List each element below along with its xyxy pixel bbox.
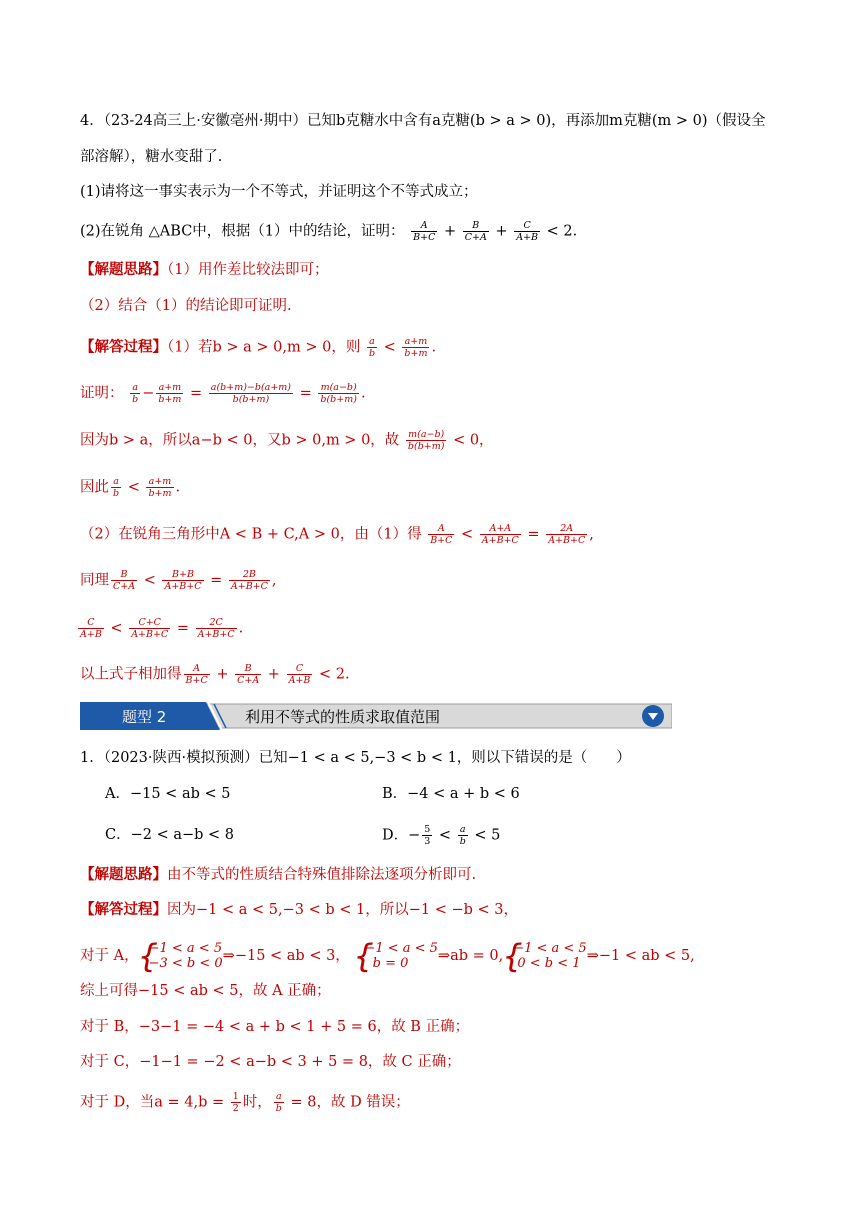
case-a-result-1: ⇒−15 < ab < 3， bbox=[222, 948, 350, 964]
frac-a-over-bc-3: $\frac{A}{B+C}$ bbox=[185, 663, 208, 686]
q4-proof-line: 证明： $\frac{a}{b}$ − $\frac{a+m}{b+m}$ = $\frac{a(b+m)-b(a+m)}{b(b+m)}$ = $\frac{m(a-b)}{b(b+m)}$ . bbox=[80, 382, 366, 405]
frac-a-b-2: $\frac{a}{b}$ bbox=[132, 382, 139, 405]
q1-solution-label: 【解答过程】 bbox=[80, 901, 167, 918]
solution-label: 【解答过程】 bbox=[80, 338, 167, 356]
q4-similarly-line: 同理 $\frac{B}{C+A}$ < $\frac{B+B}{A+B+C}$ = $\frac{2B}{A+B+C}$ , bbox=[80, 569, 277, 592]
q4-hence-line: 因此 $\frac{a}{b}$ < $\frac{a+m}{b+m}$ . bbox=[80, 476, 181, 499]
frac-a-over-bc-2: $\frac{A}{B+C}$ bbox=[430, 523, 453, 546]
q4-hint-line2: （2）结合（1）的结论即可证明. bbox=[80, 298, 292, 314]
frac-bb-sum: $\frac{B+B}{A+B+C}$ bbox=[164, 569, 202, 592]
because-tail: < 0， bbox=[453, 432, 494, 449]
case-a-label: 对于 A， bbox=[80, 948, 139, 964]
frac-am-bm: $\frac{a+m}{b+m}$ bbox=[404, 336, 428, 359]
q4-part2-solution: （2）在锐角三角形中A < B + C,A > 0，由（1）得 $\frac{A}{B+C}$ < $\frac{A+A}{A+B+C}$ = $\frac{2A}{A+B+C}$ , bbox=[80, 523, 594, 546]
frac-simplified: $\frac{m(a-b)}{b(b+m)}$ bbox=[320, 382, 357, 405]
frac-b-over-ca-3: $\frac{B}{C+A}$ bbox=[237, 663, 260, 686]
q1-case-c: 对于 C，−1−1 = −2 < a−b < 3 + 5 = 8，故 C 正确； bbox=[80, 1054, 461, 1070]
section-tag: 题型 2 bbox=[122, 708, 167, 726]
q4-hint-line1 bbox=[80, 259, 328, 281]
q1-case-d bbox=[80, 1091, 410, 1114]
frac-1-2: $\frac{1}{2}$ bbox=[232, 1091, 239, 1114]
q4-part2-tail: < 2. bbox=[546, 223, 578, 240]
system-2: { −1 < a < 5 b = 0 bbox=[354, 941, 438, 971]
section-banner bbox=[80, 702, 672, 730]
q1-hint bbox=[80, 864, 476, 886]
q4-part1: (1)请将这一事实表示为一个不等式，并证明这个不等式成立； bbox=[80, 184, 478, 200]
case-a-result-3: ⇒−1 < ab < 5, bbox=[586, 948, 695, 964]
frac-a-b-3: $\frac{a}{b}$ bbox=[113, 476, 120, 499]
q4-c-line: $\frac{C}{A+B}$ < $\frac{C+C}{A+B+C}$ = $\frac{2C}{A+B+C}$ . bbox=[80, 617, 244, 640]
system-1: { −1 < a < 5 −3 < b < 0 bbox=[139, 941, 223, 971]
q1-stem: 1．（2023·陕西·模拟预测）已知−1 < a < 5,−3 < b < 1，则以下错误的是（ ） bbox=[80, 750, 631, 766]
frac-a-b: $\frac{a}{b}$ bbox=[368, 336, 376, 359]
frac-c-over-ab: $\frac{C}{A+B}$ bbox=[516, 220, 538, 243]
q4-stem-line2: 部溶解），糖水变甜了. bbox=[80, 149, 223, 165]
case-d-text-2: 时， bbox=[242, 1094, 272, 1111]
chevron-down-icon[interactable] bbox=[642, 705, 664, 727]
system-3: { −1 < a < 5 0 < b < 1 bbox=[503, 941, 587, 971]
sum-tail: < 2. bbox=[318, 666, 350, 683]
q1-hint-label: 【解题思路】 bbox=[80, 866, 167, 883]
q4-because-line bbox=[80, 429, 494, 452]
frac-simplified-2: $\frac{m(a-b)}{b(b+m)}$ bbox=[407, 429, 445, 452]
frac-difference: $\frac{a(b+m)-b(a+m)}{b(b+m)}$ bbox=[210, 382, 292, 405]
frac-b-over-ca: $\frac{B}{C+A}$ bbox=[464, 220, 487, 243]
hint-text-1: （1）用作差比较法即可； bbox=[167, 262, 329, 278]
hence-text: 因此 bbox=[80, 479, 109, 496]
frac-a-b-e: $\frac{a}{b}$ bbox=[275, 1091, 282, 1114]
q4-sum-line: 以上式子相加得 $\frac{A}{B+C}$ + $\frac{B}{C+A}$ + $\frac{C}{A+B}$ < 2. bbox=[80, 663, 350, 686]
frac-a-over-bc: $\frac{A}{B+C}$ bbox=[413, 220, 436, 243]
frac-2a-sum: $\frac{2A}{A+B+C}$ bbox=[548, 523, 586, 546]
section-title: 利用不等式的性质求取值范围 bbox=[245, 708, 441, 726]
case-d-text-3: = 8，故 D 错误； bbox=[290, 1094, 410, 1111]
q4-stem-line1: 4．（23-24高三上·安徽亳州·期中）已知b克糖水中含有a克糖(b > a > 0)，再添加m克糖(m > 0)（假设全 bbox=[80, 113, 766, 129]
case-d-text: 对于 D，当a = 4,b = bbox=[80, 1094, 225, 1111]
q1-hint-text: 由不等式的性质结合特殊值排除法逐项分析即可. bbox=[167, 867, 477, 883]
frac-2c-sum: $\frac{2C}{A+B+C}$ bbox=[197, 617, 235, 640]
case-a-result-2: ⇒ab = 0, bbox=[437, 948, 504, 964]
q1-option-b: B．−4 < a + b < 6 bbox=[382, 786, 520, 802]
q1-summary: 综上可得−15 < ab < 5，故 A 正确； bbox=[80, 983, 331, 999]
frac-b-over-ca-2: $\frac{B}{C+A}$ bbox=[113, 569, 136, 592]
part2-solution-text: （2）在锐角三角形中A < B + C,A > 0，由（1）得 bbox=[80, 526, 422, 543]
frac-a-b-d: $\frac{a}{b}$ bbox=[459, 824, 466, 847]
because-text: 因为b > a，所以a−b < 0，又b > 0,m > 0，故 bbox=[80, 432, 400, 449]
q1-solution bbox=[80, 899, 518, 921]
q1-solution-text: 因为−1 < a < 5,−3 < b < 1，所以−1 < −b < 3， bbox=[167, 902, 518, 918]
q1-case-a bbox=[80, 941, 695, 971]
frac-2b-sum: $\frac{2B}{A+B+C}$ bbox=[230, 569, 268, 592]
q4-part2-text: (2)在锐角 △ABC中，根据（1）中的结论，证明： bbox=[80, 223, 405, 240]
frac-cc-sum: $\frac{C+C}{A+B+C}$ bbox=[131, 617, 169, 640]
frac-c-over-ab-2: $\frac{C}{A+B}$ bbox=[80, 617, 102, 640]
frac-am-bm-3: $\frac{a+m}{b+m}$ bbox=[148, 476, 172, 499]
q1-option-d: D．− $\frac{5}{3}$ < $\frac{a}{b}$ < 5 bbox=[382, 824, 501, 847]
q1-option-c: C．−2 < a−b < 8 bbox=[105, 827, 235, 843]
frac-aa-sum: $\frac{A+A}{A+B+C}$ bbox=[481, 523, 519, 546]
q4-solution-line1: 【解答过程】（1）若b > a > 0,m > 0，则 $\frac{a}{b}$ < $\frac{a+m}{b+m}$ . bbox=[80, 336, 437, 359]
q4-part2: (2)在锐角 △ABC中，根据（1）中的结论，证明： $\frac{A}{B+C}$ + $\frac{B}{C+A}$ + $\frac{C}{A+B}$ < 2. bbox=[80, 220, 578, 243]
solution-text-1: （1）若b > a > 0,m > 0，则 bbox=[167, 339, 361, 356]
sum-text: 以上式子相加得 bbox=[80, 666, 182, 683]
frac-c-over-ab-3: $\frac{C}{A+B}$ bbox=[288, 663, 311, 686]
similarly-text: 同理 bbox=[80, 572, 109, 589]
q1-option-a: A．−15 < ab < 5 bbox=[105, 786, 231, 802]
option-d-prefix: D．− bbox=[382, 827, 421, 844]
frac-am-bm-2: $\frac{a+m}{b+m}$ bbox=[158, 382, 182, 405]
q1-case-b: 对于 B，−3−1 = −4 < a + b < 1 + 5 = 6，故 B 正确； bbox=[80, 1019, 470, 1035]
frac-5-3: $\frac{5}{3}$ bbox=[424, 824, 431, 847]
hint-label: 【解题思路】 bbox=[80, 261, 167, 278]
proof-label: 证明： bbox=[80, 385, 124, 402]
